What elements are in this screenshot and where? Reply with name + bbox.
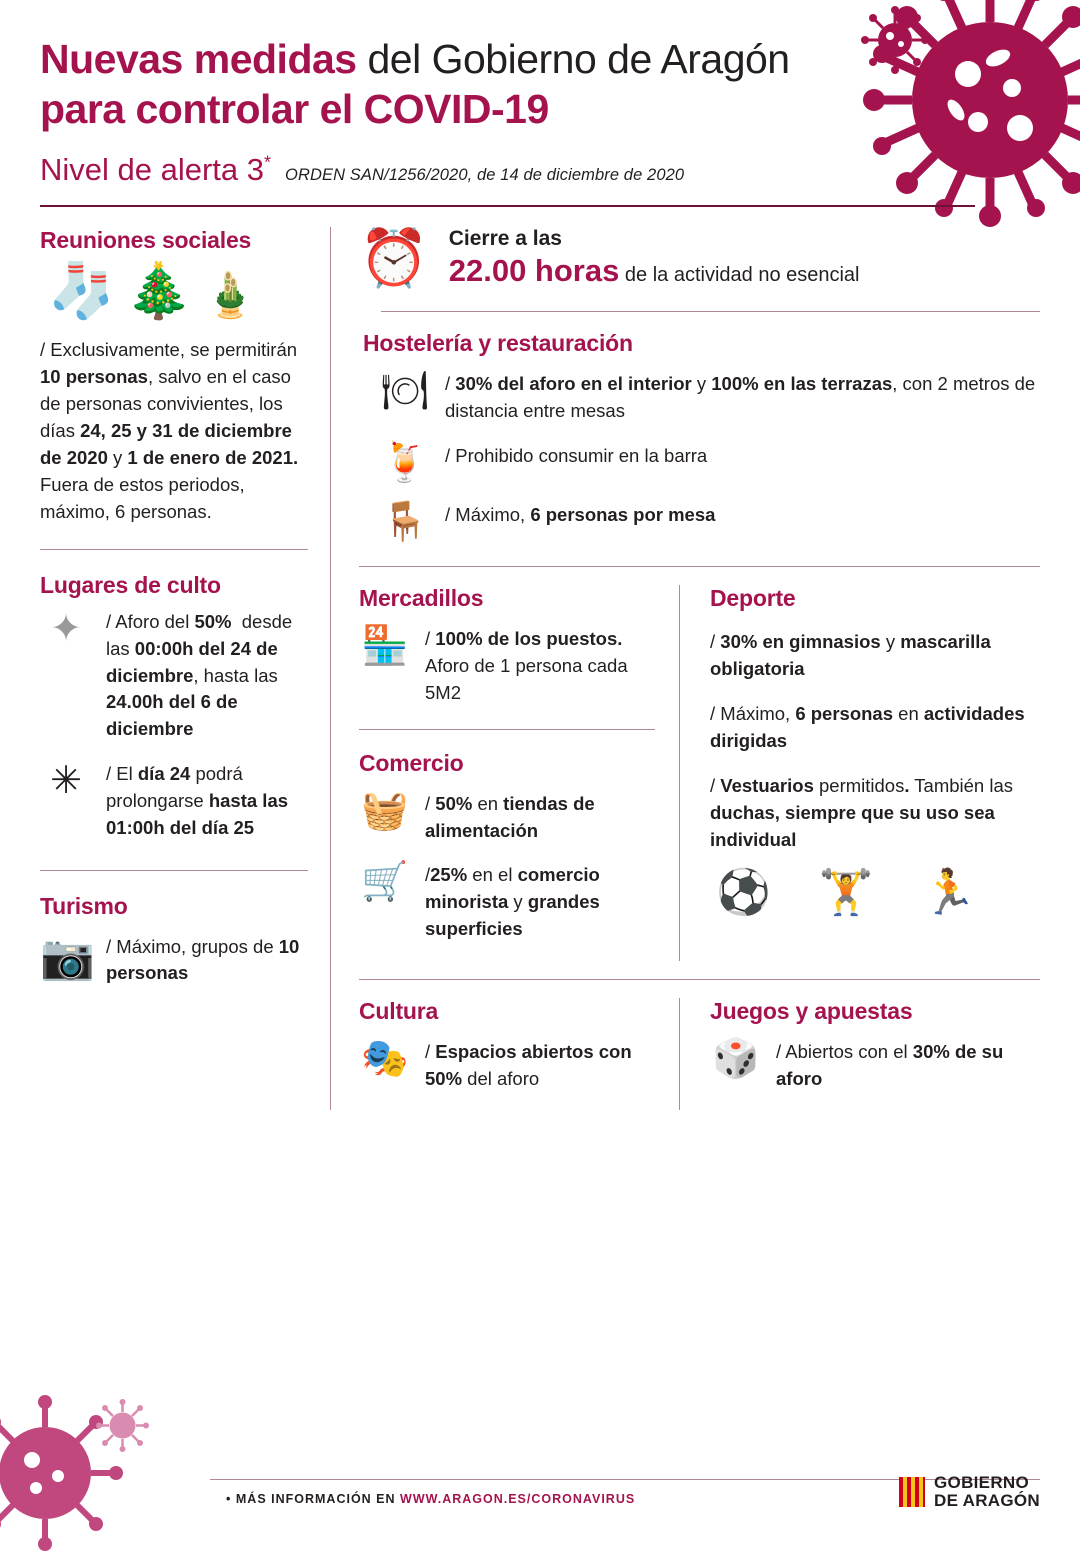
alert-level [40, 152, 271, 188]
section-reuniones-sociales [40, 227, 308, 525]
weightlifter-icon: 🏋 [818, 868, 874, 918]
runner-icon: 🏃 [921, 868, 977, 918]
worship-item-1 [40, 609, 308, 743]
section-title-commerce: Comercio [359, 749, 464, 776]
sport-item-2: / Máximo, 6 personas en actividades dirigidas [710, 703, 1025, 752]
food-basket-icon: 🧺 [361, 789, 409, 832]
right-column [330, 227, 1040, 1110]
section-title-hospitality: Hostelería y restauración [363, 330, 633, 357]
commerce-item-1 [359, 791, 655, 845]
soccer-ball-icon: ⚽ [716, 868, 771, 918]
gambling-column [679, 998, 1040, 1111]
hospitality-item-3-text: / Máximo, 6 personas por mesa [445, 504, 716, 526]
section-title-tourism: Turismo [40, 892, 128, 919]
commerce-item-1-text: / 50% en tiendas de alimentación [425, 792, 595, 841]
section-title-social: Reuniones sociales [40, 227, 252, 254]
commerce-item-2 [359, 862, 655, 942]
table-chairs-icon: 🪑 [381, 501, 429, 544]
social-text: / Exclusivamente, se permitirán 10 personas, salvo en el caso de personas convivientes, los días 24, 25 y 31 de diciembre de 2020 y 1 de enero de 2021. Fuera de estos periodos, máximo, 6 personas. [40, 339, 299, 523]
main-content [40, 227, 1040, 1110]
tourism-text: / Máximo, grupos de 10 personas [106, 935, 300, 984]
gambling-text: / Abiertos con el 30% de su aforo [776, 1040, 1004, 1089]
header [40, 34, 1040, 207]
theatre-masks-icon: 🎭 [361, 1037, 409, 1080]
footer-info-prefix: MÁS INFORMACIÓN EN [235, 1492, 401, 1506]
gobierno-de-aragon-logo [899, 1474, 1040, 1510]
closing-line-2-rest: de la actividad no esencial [619, 264, 860, 287]
markets-text: / 100% de los puestos. Aforo de 1 persona cada 5M2 [425, 628, 628, 703]
divider-right-3 [359, 979, 1040, 980]
section-mercadillos [359, 585, 655, 706]
alert-level-asterisk: * [264, 152, 272, 173]
footer [40, 1473, 1040, 1511]
christmas-stocking-icon: 🧦 [48, 261, 116, 322]
section-deporte [710, 585, 1040, 918]
section-title-worship: Lugares de culto [40, 572, 221, 599]
closing-hours-block [359, 227, 1040, 289]
shopping-cart-icon: 🛒 [361, 861, 409, 904]
coronavirus-small-icon-bottom [95, 1398, 150, 1453]
section-title-culture: Cultura [359, 997, 439, 1024]
logo-line-1: GOBIERNO [934, 1473, 1029, 1493]
divider-right-1 [381, 311, 1040, 312]
section-turismo [40, 893, 308, 988]
footer-url[interactable]: WWW.ARAGON.ES/CORONAVIRUS [400, 1492, 636, 1506]
divider-right-2 [359, 566, 1040, 567]
middle-column [359, 585, 679, 961]
divider-middle-1 [359, 729, 655, 730]
hospitality-item-1-text: / 30% del aforo en el interior y 100% en las terrazas, con 2 metros de distancia entre mesas [445, 373, 1036, 421]
alarm-clock-icon: ⏰ [359, 226, 429, 290]
tourism-item [40, 934, 308, 988]
market-stall-icon: 🏪 [361, 625, 409, 668]
christmas-bauble-icon: 🎍 [202, 271, 258, 321]
logo-line-2: DE ARAGÓN [934, 1491, 1040, 1511]
light-ray-icon: ✦ [50, 608, 82, 651]
culture-text: / Espacios abiertos con 50% del aforo [425, 1040, 632, 1089]
section-title-markets: Mercadillos [359, 585, 484, 612]
culture-item [359, 1039, 655, 1093]
closing-line-2 [449, 253, 860, 289]
title-highlight-1: Nuevas medidas [40, 36, 357, 82]
worship-item-2-text: / El día 24 podrá prolongarse hasta las 01:00h del día 25 [106, 763, 289, 838]
cocktail-icon: 🍹 [381, 441, 429, 484]
order-reference: ORDEN SAN/1256/2020, de 14 de diciembre de 2020 [285, 166, 685, 185]
page-title [40, 34, 840, 134]
culture-column [359, 998, 679, 1111]
title-plain: del Gobierno de Aragón [356, 36, 790, 82]
social-icons [48, 261, 308, 322]
star-sparkle-icon: ✳ [50, 760, 82, 803]
closing-hours-text [449, 227, 860, 289]
right-sub-column [679, 585, 1040, 961]
sport-item-1: / 30% en gimnasios y mascarilla obligatoria [710, 631, 991, 680]
gobierno-logo-text [934, 1474, 1040, 1510]
commerce-item-2-text: /25% en el comercio minorista y grandes superficies [425, 864, 600, 939]
alert-level-text: Nivel de alerta 3 [40, 152, 265, 188]
sport-icons [716, 868, 1040, 918]
worship-item-1-text: / Aforo del 50% desde las 00:00h del 24 de diciembre, hasta las 24.00h del 6 de diciembre [106, 611, 293, 740]
gambling-item [710, 1039, 1040, 1093]
divider-left-1 [40, 549, 308, 550]
markets-item [359, 626, 655, 706]
divider-left-2 [40, 870, 308, 871]
coronavirus-icon-bottom [0, 1388, 130, 1558]
hospitality-item-2 [379, 443, 1040, 485]
worship-item-2 [40, 761, 308, 841]
hospitality-item-1 [379, 371, 1040, 425]
section-lugares-de-culto [40, 572, 308, 842]
dice-icon: 🎲 [712, 1037, 760, 1080]
section-comercio [359, 750, 655, 943]
bottom-columns [359, 998, 1040, 1111]
section-hosteleria [363, 330, 1040, 544]
lower-columns [359, 585, 1040, 961]
food-tray-icon: 🍽 [380, 370, 430, 413]
christmas-tree-icon: 🎄 [125, 261, 193, 322]
left-column [40, 227, 330, 1110]
header-divider [40, 205, 975, 207]
closing-hours-value: 22.00 horas [448, 253, 620, 289]
closing-line-1: Cierre a las [448, 227, 562, 251]
aragon-flag-icon [899, 1477, 925, 1507]
title-highlight-2: para controlar el COVID-19 [40, 86, 549, 133]
hospitality-item-3 [379, 502, 1040, 544]
subtitle-row [40, 152, 1040, 188]
section-title-gambling: Juegos y apuestas [710, 997, 913, 1024]
camera-icon: 📷 [40, 932, 95, 982]
footer-bullet: • [226, 1492, 232, 1506]
hospitality-item-2-text: / Prohibido consumir en la barra [445, 444, 708, 466]
section-title-sport: Deporte [710, 585, 796, 612]
sport-item-3: / Vestuarios permitidos. También las duchas, siempre que su uso sea individual [710, 775, 1014, 851]
